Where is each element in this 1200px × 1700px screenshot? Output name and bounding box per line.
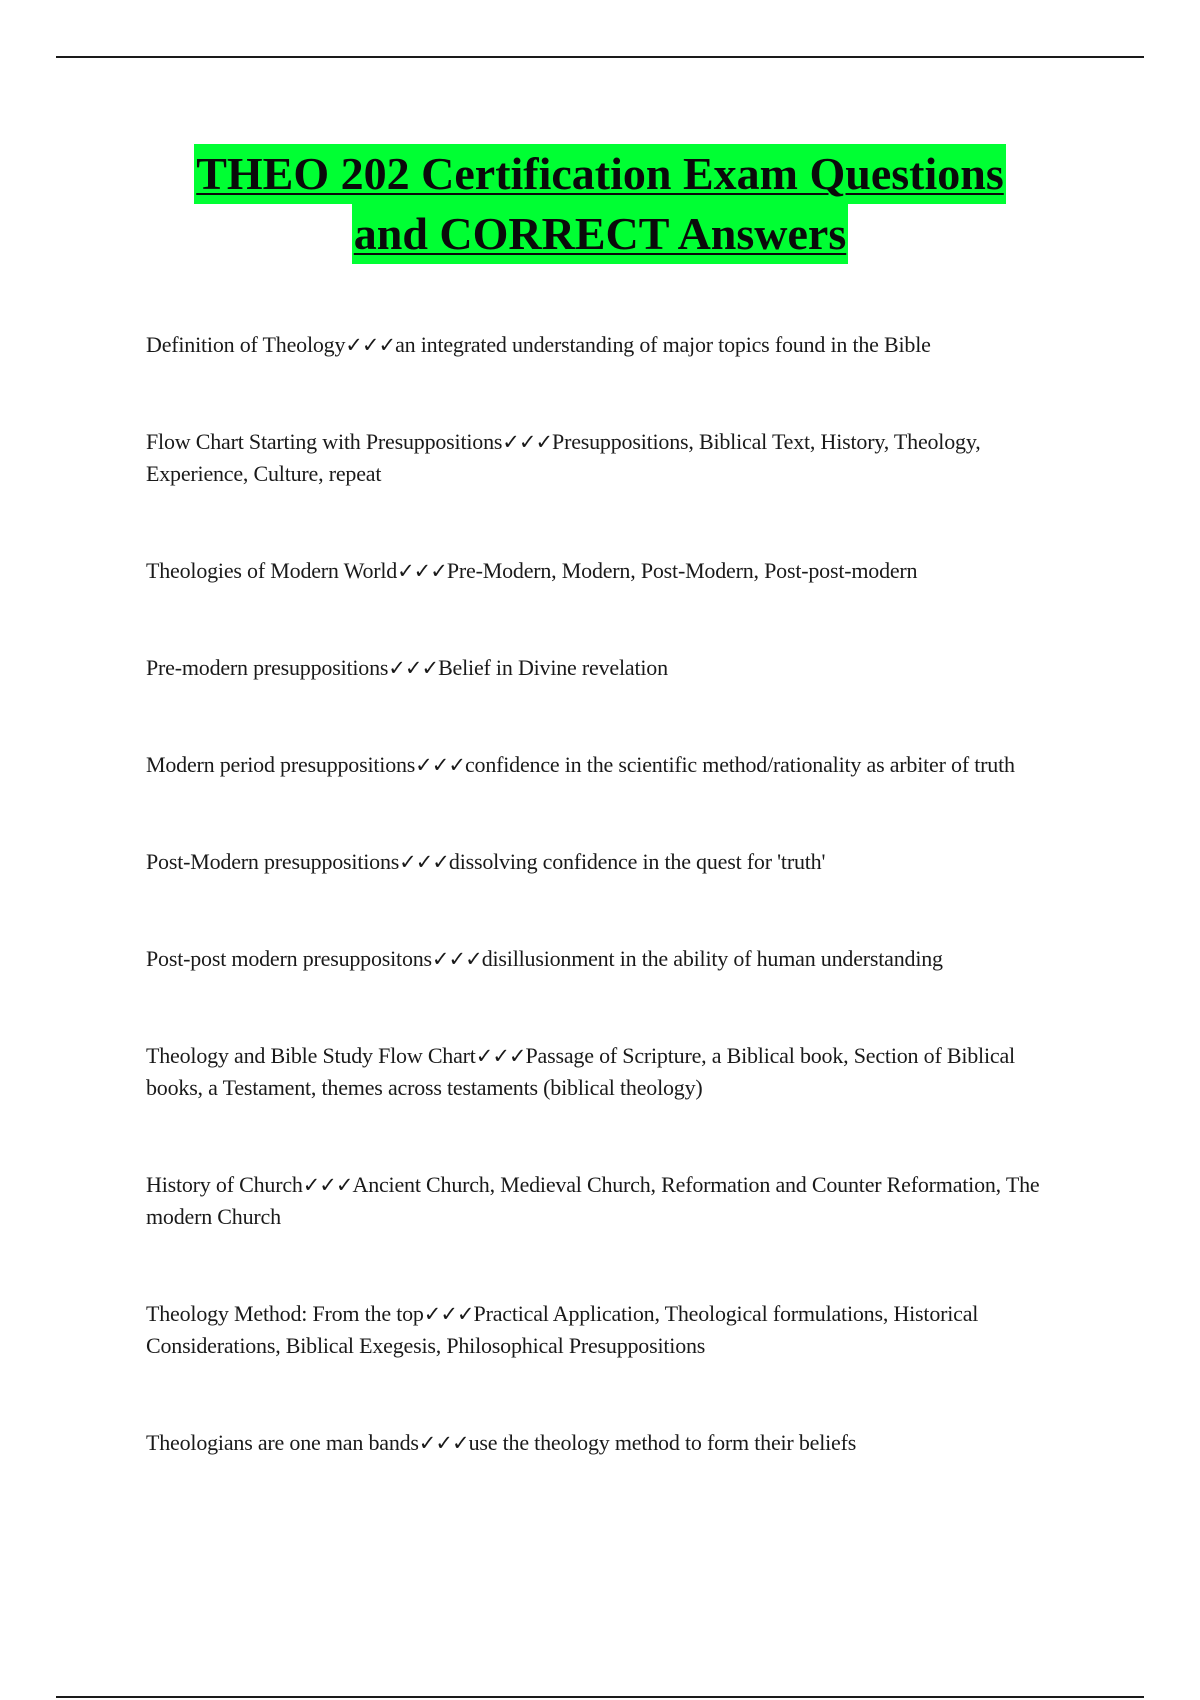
answer: disillusionment in the ability of human understanding [481,946,943,971]
answer: Ancient Church, Medieval Church, Reformation and Counter Reformation, The modern Church [146,1172,1040,1229]
qa-item [146,555,1066,587]
qa-item [146,1169,1066,1233]
qa-item [146,652,1066,684]
question: Definition of Theology [146,332,346,357]
checkmark-icon: ✓✓✓ [345,333,396,357]
question: Post-Modern presuppositions [146,849,400,874]
checkmark-icon: ✓✓✓ [475,1044,526,1068]
checkmark-icon: ✓✓✓ [423,1302,474,1326]
answer: Pre-Modern, Modern, Post-Modern, Post-post-modern [446,558,918,583]
document-title [100,144,1100,264]
answer: Practical Application, Theological formulations, Historical Considerations, Biblical Exegesis, Philosophical Presuppositions [146,1301,979,1358]
answer: Passage of Scripture, a Biblical book, Section of Biblical books, a Testament, themes across testaments (biblical theology) [146,1043,1015,1100]
title-line-2: and CORRECT Answers [352,204,848,264]
question: Flow Chart Starting with Presuppositions [146,429,503,454]
checkmark-icon: ✓✓✓ [502,430,553,454]
qa-item [146,846,1066,878]
question: Theology and Bible Study Flow Chart [146,1043,476,1068]
checkmark-icon: ✓✓✓ [399,850,449,874]
qa-item [146,426,1066,490]
qa-item [146,329,1066,361]
checkmark-icon: ✓✓✓ [397,559,447,583]
checkmark-icon: ✓✓✓ [302,1173,353,1197]
question: Theologies of Modern World [146,558,398,583]
title-line-1: THEO 202 Certification Exam Questions [194,144,1006,204]
question: Modern period presuppositions [146,752,416,777]
checkmark-icon: ✓✓✓ [415,753,465,777]
question: Pre-modern presuppositions [146,655,389,680]
qa-item [146,1040,1066,1104]
checkmark-icon: ✓✓✓ [418,1431,469,1455]
answer: Belief in Divine revelation [438,655,668,680]
answer: an integrated understanding of major topics found in the Bible [395,332,931,357]
qa-item [146,749,1066,781]
question: Theology Method: From the top [146,1301,424,1326]
top-rule [56,56,1144,58]
qa-item [146,1298,1066,1362]
answer: confidence in the scientific method/rationality as arbiter of truth [464,752,1015,777]
qa-list [146,329,1066,1524]
answer: dissolving confidence in the quest for 'truth' [448,849,826,874]
checkmark-icon: ✓✓✓ [388,656,439,680]
qa-item [146,943,1066,975]
qa-item [146,1427,1066,1459]
answer: use the theology method to form their beliefs [468,1430,857,1455]
question: History of Church [146,1172,303,1197]
question: Post-post modern presuppositons [146,946,432,971]
answer: Presuppositions, Biblical Text, History, Theology, Experience, Culture, repeat [146,429,981,486]
question: Theologians are one man bands [146,1430,419,1455]
bottom-rule [56,1696,1144,1698]
checkmark-icon: ✓✓✓ [431,947,482,971]
